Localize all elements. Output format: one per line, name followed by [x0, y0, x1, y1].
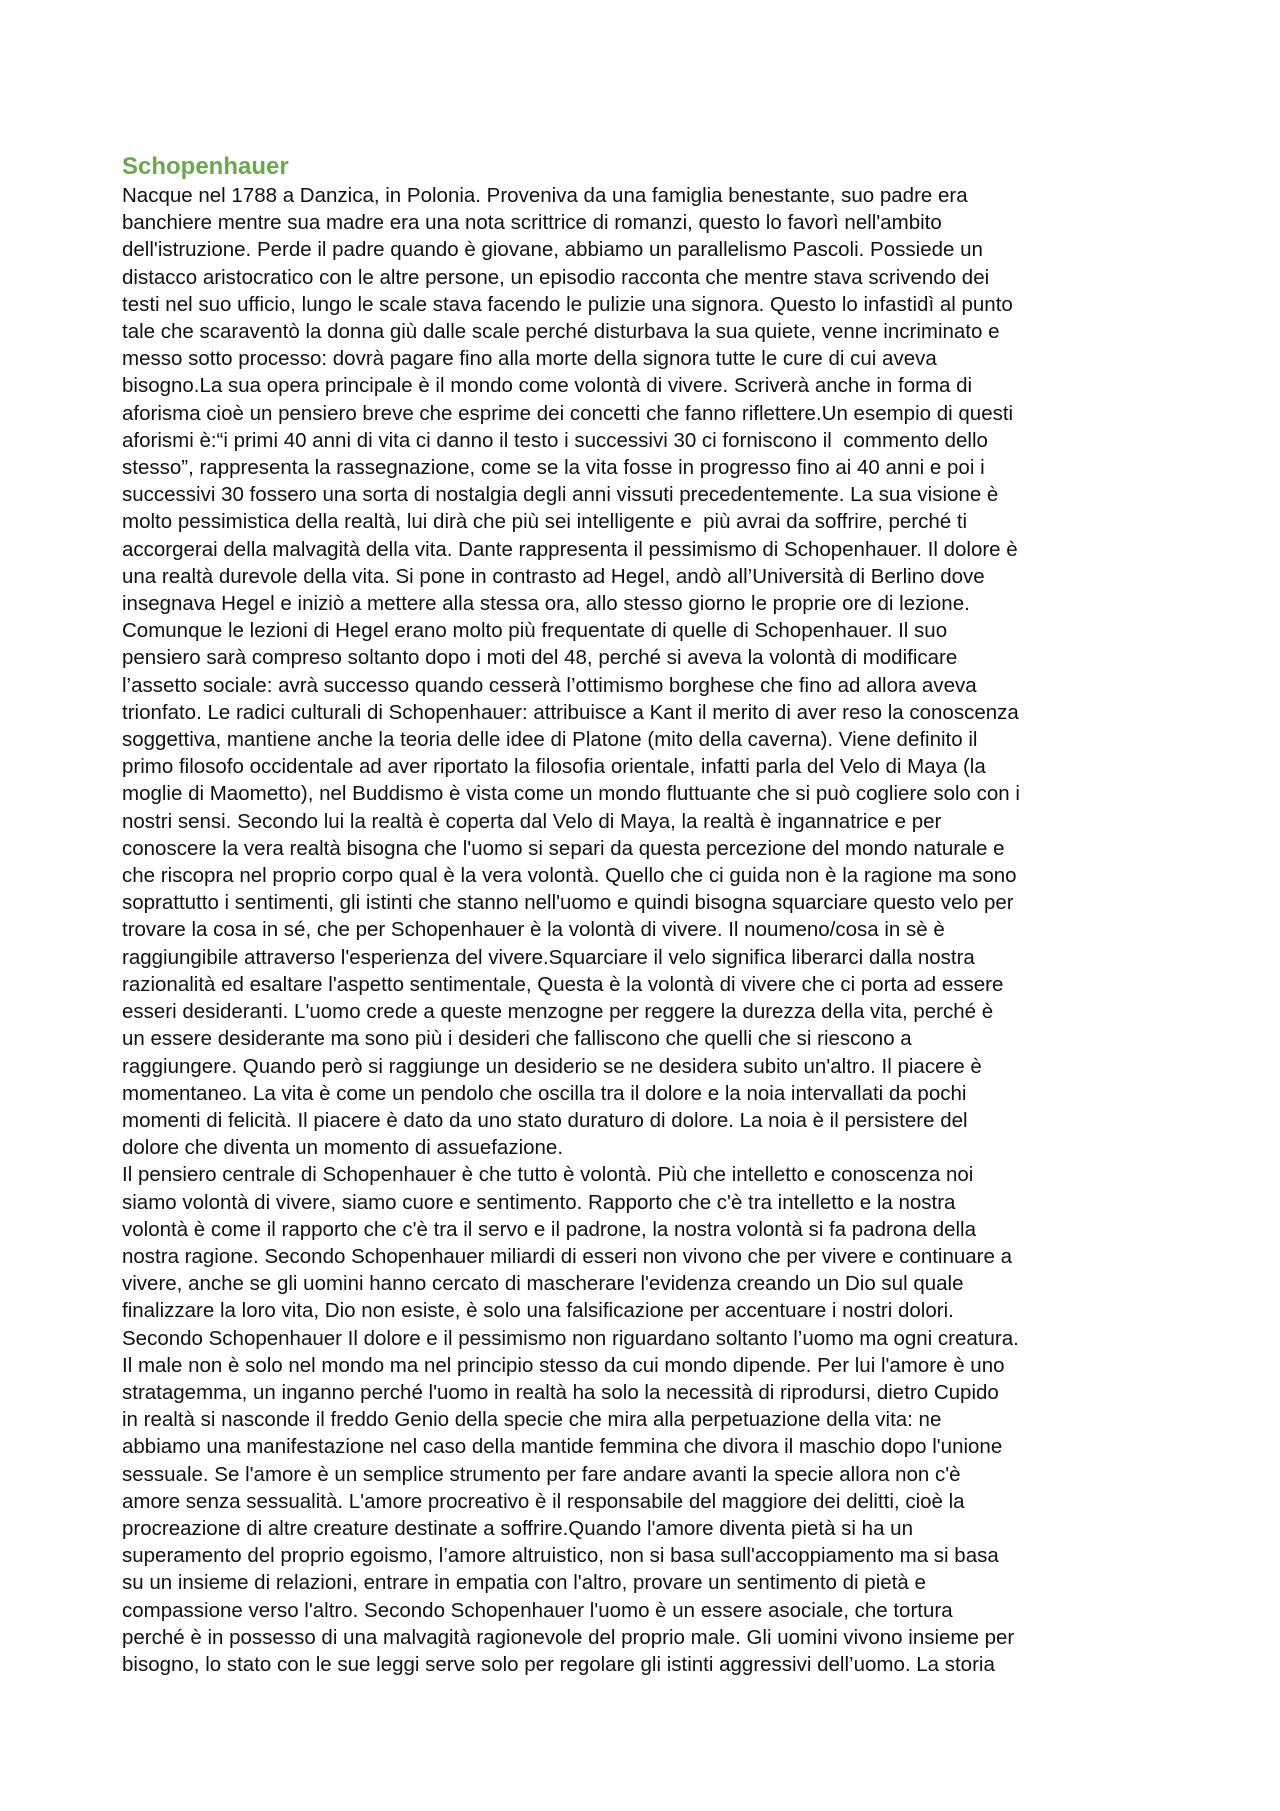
text-line: successivi 30 fossero una sorta di nostalgia degli anni vissuti precedentemente. La sua visione è — [122, 483, 999, 507]
text-line: soprattutto i sentimenti, gli istinti che stanno nell'uomo e quindi bisogna squarciare questo velo per — [122, 891, 1014, 915]
text-line: vivere, anche se gli uomini hanno cercato di mascherare l'evidenza creando un Dio sul quale — [122, 1272, 964, 1296]
text-line: raggiungere. Quando però si raggiunge un desiderio se ne desidera subito un'altro. Il piacere è — [122, 1054, 982, 1078]
text-line: bisogno.La sua opera principale è il mondo come volontà di vivere. Scriverà anche in forma di — [122, 374, 973, 398]
text-line: Il male non è solo nel mondo ma nel principio stesso da cui mondo dipende. Per lui l'amore è uno — [122, 1353, 1005, 1377]
document-title: Schopenhauer — [122, 153, 289, 180]
text-line: tale che scaraventò la donna giù dalle scale perché disturbava la sua quiete, venne incriminato e — [122, 320, 1000, 344]
text-line: che riscopra nel proprio corpo qual è la vera volontà. Quello che ci guida non è la ragione ma sono — [122, 864, 1017, 888]
text-line: siamo volontà di vivere, siamo cuore e sentimento. Rapporto che c'è tra intelletto e la nostra — [122, 1190, 956, 1214]
text-line: stesso”, rappresenta la rassegnazione, come se la vita fosse in progresso fino ai 40 anni e poi i — [122, 456, 985, 480]
text-line: su un insieme di relazioni, entrare in empatia con l'altro, provare un sentimento di pietà e — [122, 1571, 926, 1595]
text-line: testi nel suo ufficio, lungo le scale stava facendo le pulizie una signora. Questo lo infastidì al punto — [122, 292, 1013, 316]
document-page — [122, 152, 1182, 1678]
text-line: perché è in possesso di una malvagità ragionevole del proprio male. Gli uomini vivono insieme per — [122, 1625, 1015, 1649]
text-line: amore senza sessualità. L'amore procreativo è il responsabile del maggiore dei delitti, cioè la — [122, 1489, 965, 1513]
document-body — [122, 182, 1182, 1678]
text-line: primo filosofo occidentale ad aver riportato la filosofia orientale, infatti parla del Velo di Maya (la — [122, 755, 986, 779]
text-line: sessuale. Se l'amore è un semplice strumento per fare andare avanti la specie allora non c'è — [122, 1462, 961, 1486]
text-line: Nacque nel 1788 a Danzica, in Polonia. Proveniva da una famiglia benestante, suo padre era — [122, 184, 968, 207]
text-line: dolore che diventa un momento di assuefazione. — [122, 1136, 564, 1160]
text-line: razionalità ed esaltare l'aspetto sentimentale, Questa è la volontà di vivere che ci porta ad essere — [122, 972, 1004, 996]
text-line: abbiamo una manifestazione nel caso della mantide femmina che divora il maschio dopo l'unione — [122, 1435, 1003, 1459]
text-line: momenti di felicità. Il piacere è dato da uno stato duraturo di dolore. La noia è il persistere del — [122, 1108, 968, 1132]
text-line: conoscere la vera realtà bisogna che l'uomo si separi da questa percezione del mondo naturale e — [122, 836, 1005, 860]
text-line: Comunque le lezioni di Hegel erano molto più frequentate di quelle di Schopenhauer. Il suo — [122, 619, 948, 643]
text-line: l’assetto sociale: avrà successo quando cesserà l’ottimismo borghese che fino ad allora aveva — [122, 673, 977, 697]
text-line: bisogno, lo stato con le sue leggi serve solo per regolare gli istinti aggressivi dell’uomo. La storia — [122, 1652, 995, 1676]
text-line: nostra ragione. Secondo Schopenhauer miliardi di esseri non vivono che per vivere e continuare a — [122, 1244, 1013, 1268]
text-line: trovare la cosa in sé, che per Schopenhauer è la volontà di vivere. Il noumeno/cosa in sè è — [122, 918, 945, 942]
text-line: pensiero sarà compreso soltanto dopo i moti del 48, perché si aveva la volontà di modificare — [122, 646, 958, 670]
text-line: molto pessimistica della realtà, lui dirà che più sei intelligente e più avrai da soffrire, perché ti — [122, 510, 968, 534]
text-line: in realtà si nasconde il freddo Genio della specie che mira alla perpetuazione della vita: ne — [122, 1408, 942, 1432]
text-line: stratagemma, un inganno perché l'uomo in realtà ha solo la necessità di riprodursi, dietro Cupido — [122, 1380, 999, 1404]
text-line: banchiere mentre sua madre era una nota scrittrice di romanzi, questo lo favorì nell'ambito — [122, 211, 942, 235]
text-line: aforisma cioè un pensiero breve che esprime dei concetti che fanno riflettere.Un esempio di questi — [122, 401, 1014, 425]
text-line: procreazione di altre creature destinate a soffrire.Quando l'amore diventa pietà si ha un — [122, 1516, 913, 1540]
text-line: finalizzare la loro vita, Dio non esiste, è solo una falsificazione per accentuare i nostri dolori. — [122, 1299, 954, 1323]
text-line: volontà è come il rapporto che c'è tra il servo e il padrone, la nostra volontà si fa padrona della — [122, 1217, 977, 1241]
text-line: distacco aristocratico con le altre persone, un episodio racconta che mentre stava scrivendo dei — [122, 265, 990, 289]
text-line: una realtà durevole della vita. Si pone in contrasto ad Hegel, andò all’Università di Berlino dove — [122, 564, 985, 588]
text-line: superamento del proprio egoismo, l’amore altruistico, non si basa sull'accoppiamento ma si basa — [122, 1544, 999, 1568]
text-line: raggiungibile attraverso l'esperienza del vivere.Squarciare il velo significa liberarci dalla nostra — [122, 945, 975, 969]
text-line: soggettiva, mantiene anche la teoria delle idee di Platone (mito della caverna). Viene definito il — [122, 728, 978, 752]
text-line: messo sotto processo: dovrà pagare fino alla morte della signora tutte le cure di cui aveva — [122, 347, 937, 371]
text-line: Secondo Schopenhauer Il dolore e il pessimismo non riguardano soltanto l’uomo ma ogni creatura. — [122, 1326, 1019, 1350]
text-line: momentaneo. La vita è come un pendolo che oscilla tra il dolore e la noia intervallati da pochi — [122, 1081, 967, 1105]
text-line: moglie di Maometto), nel Buddismo è vista come un mondo fluttuante che si può cogliere solo con i — [122, 782, 1020, 806]
text-line: nostri sensi. Secondo lui la realtà è coperta dal Velo di Maya, la realtà è ingannatrice e per — [122, 809, 942, 833]
text-line: compassione verso l'altro. Secondo Schopenhauer l'uomo è un essere asociale, che tortura — [122, 1598, 953, 1622]
text-line: aforismi è:“i primi 40 anni di vita ci danno il testo i successivi 30 ci forniscono il commento dello — [122, 428, 988, 452]
text-line: trionfato. Le radici culturali di Schopenhauer: attribuisce a Kant il merito di aver reso la conoscenza — [122, 700, 1019, 724]
text-line: dell'istruzione. Perde il padre quando è giovane, abbiamo un parallelismo Pascoli. Possiede un — [122, 238, 983, 262]
text-line: accorgerai della malvagità della vita. Dante rappresenta il pessimismo di Schopenhauer. Il dolore è — [122, 537, 1018, 561]
text-line: Il pensiero centrale di Schopenhauer è che tutto è volontà. Più che intelletto e conoscenza noi — [122, 1163, 974, 1187]
text-line: insegnava Hegel e iniziò a mettere alla stessa ora, allo stesso giorno le proprie ore di lezione. — [122, 592, 970, 616]
text-line: esseri desideranti. L'uomo crede a queste menzogne per reggere la durezza della vita, perché è — [122, 1000, 994, 1024]
text-line: un essere desiderante ma sono più i desideri che falliscono che quelli che si riescono a — [122, 1027, 912, 1051]
